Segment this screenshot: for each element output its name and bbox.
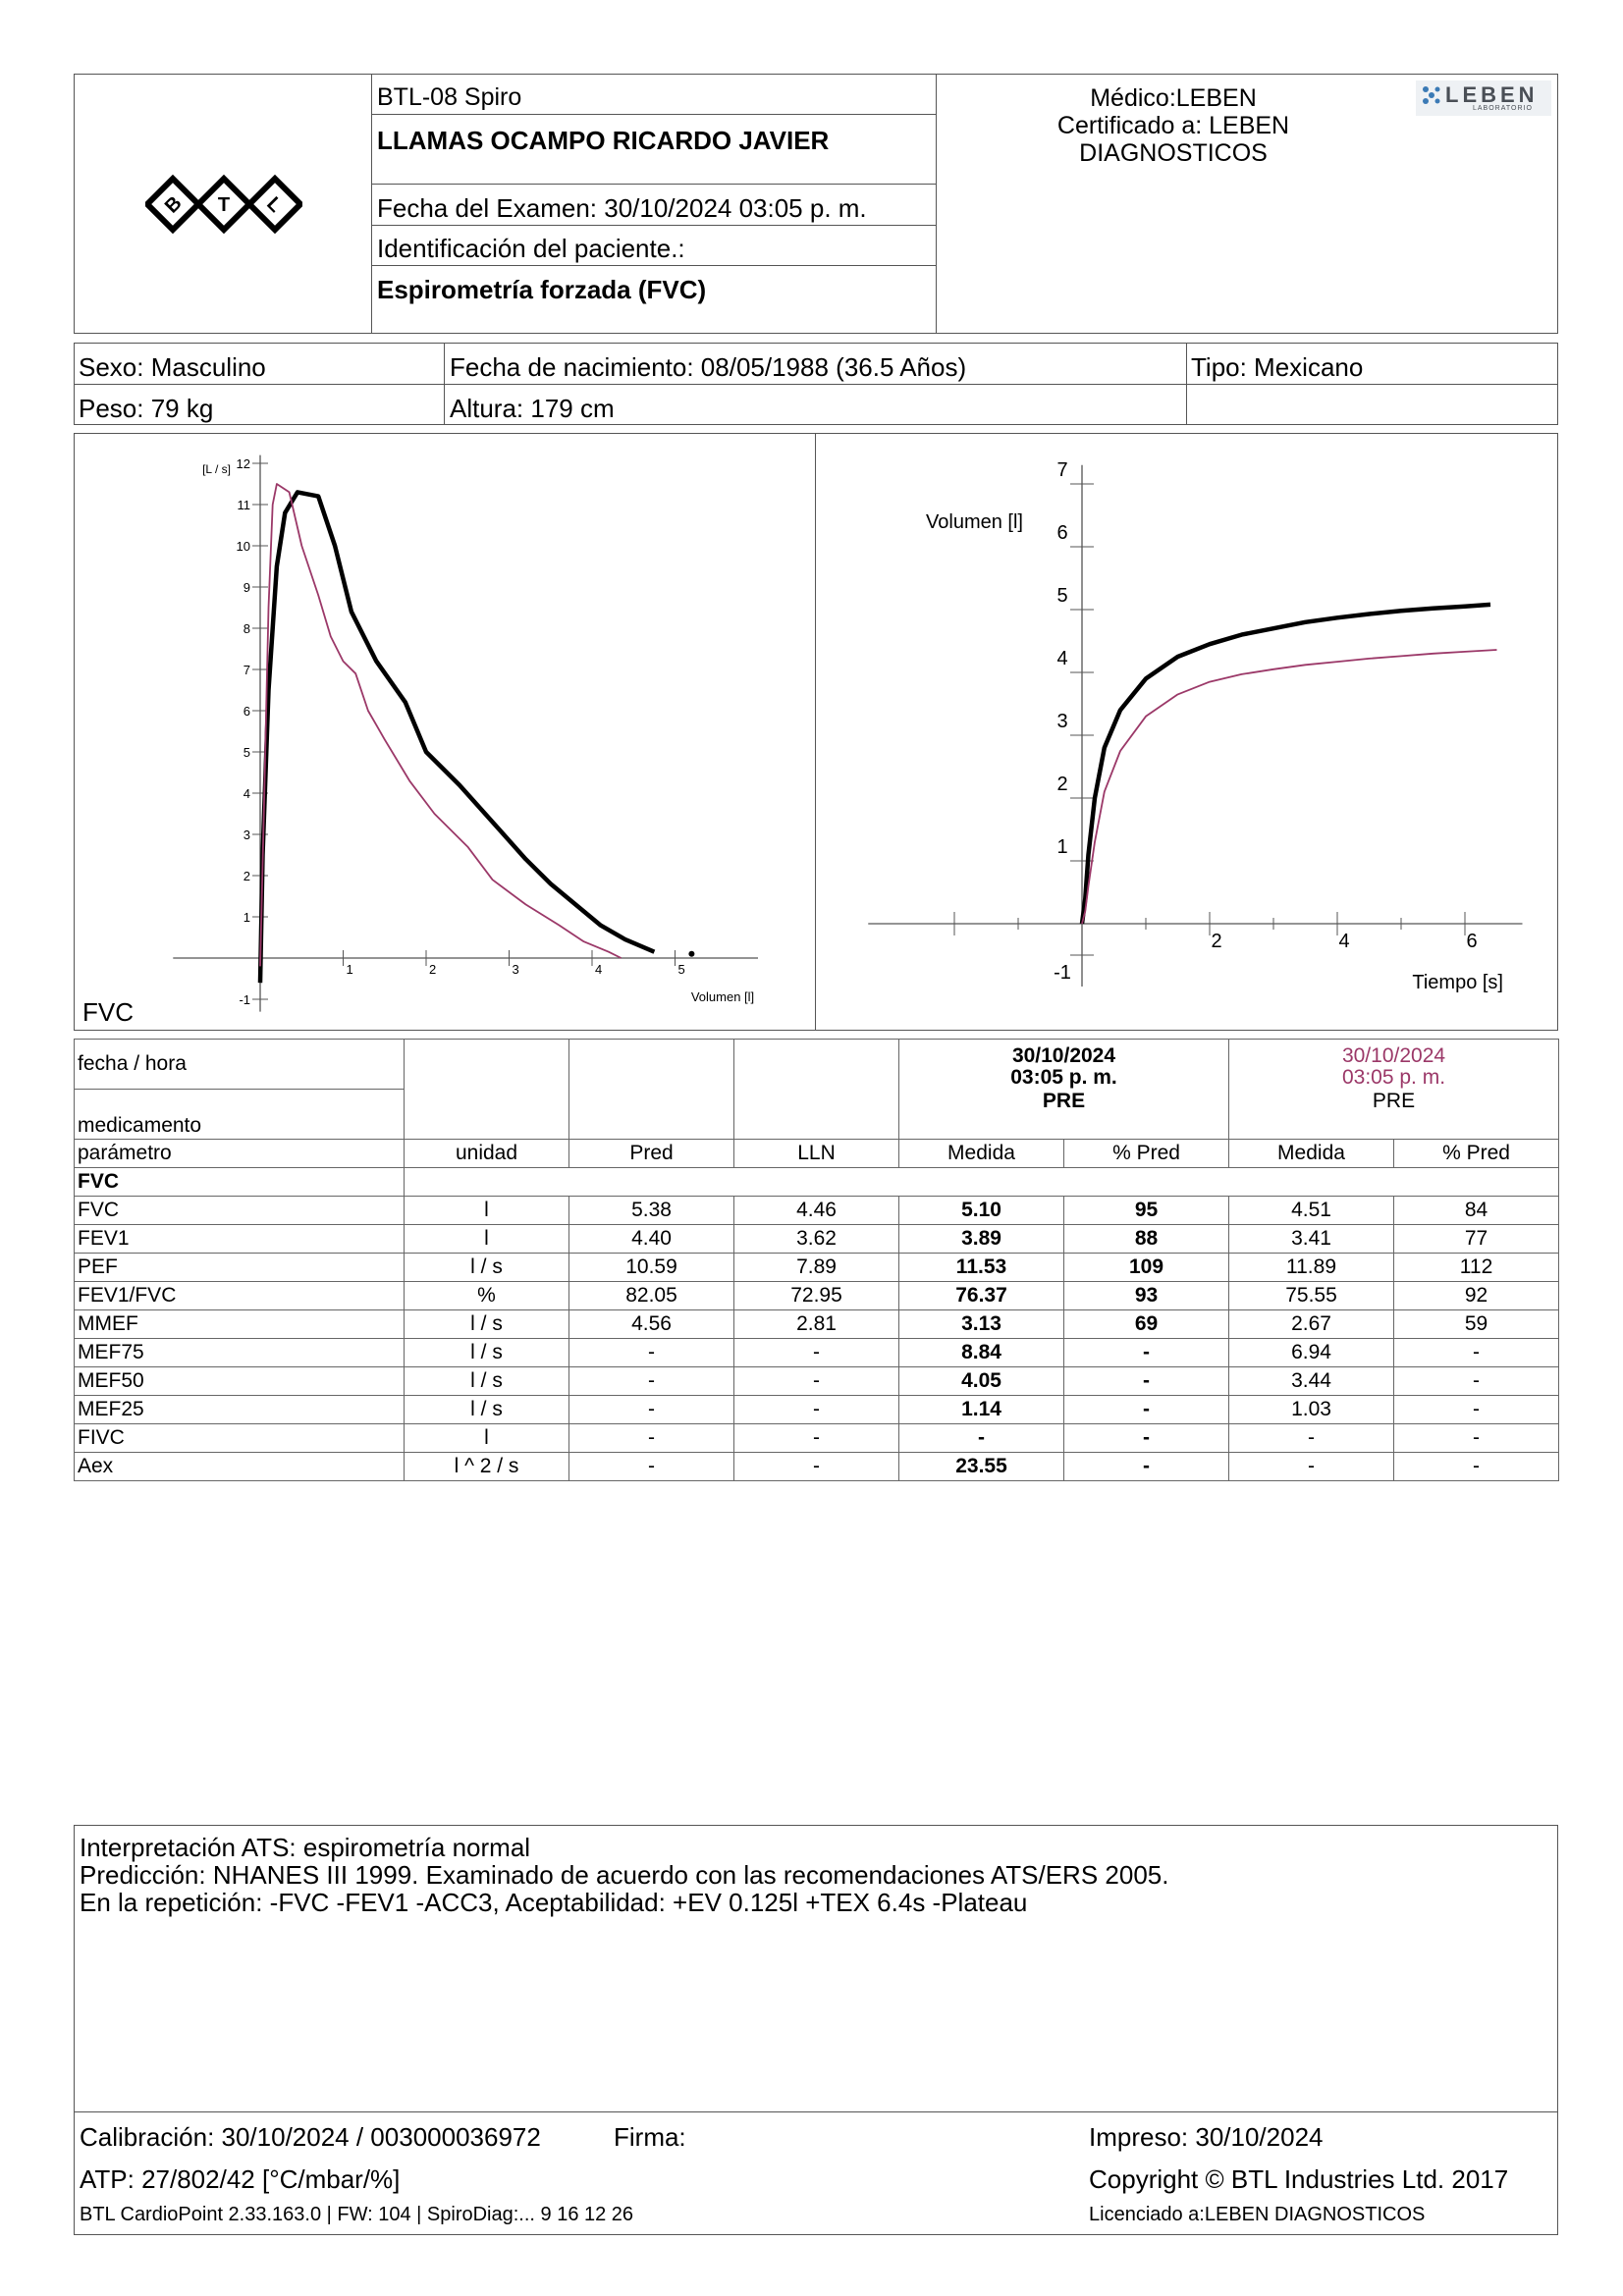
measurement-1-date: 30/10/2024	[1011, 1044, 1116, 1067]
cell-pred: 82.05	[569, 1282, 734, 1310]
cell-unit: l / s	[405, 1367, 569, 1396]
cell-pct-pred-1: -	[1064, 1424, 1229, 1453]
cell-pred: -	[569, 1367, 734, 1396]
table-row	[75, 1225, 1559, 1254]
cell-pred: -	[569, 1339, 734, 1367]
x-tick-label: 5	[677, 962, 685, 977]
measurement-1-med: PRE	[1042, 1090, 1086, 1112]
cell-pct-pred-2: 77	[1394, 1225, 1559, 1254]
cell-lln: 72.95	[734, 1282, 899, 1310]
cell-pct-pred-1: 95	[1064, 1197, 1229, 1225]
cell-medida-2: 2.67	[1229, 1310, 1394, 1339]
leben-logo-icon	[1420, 83, 1443, 113]
cell-medida-1: 76.37	[899, 1282, 1064, 1310]
x-tick-label: 2	[1211, 931, 1222, 952]
col-header-medida-2: Medida	[1229, 1140, 1394, 1168]
leben-logo-sub: LABORATORIO	[1473, 105, 1533, 112]
doctor-block	[992, 84, 1355, 167]
cell-pct-pred-1: -	[1064, 1339, 1229, 1367]
cell-unit: l ^ 2 / s	[405, 1453, 569, 1481]
cell-pct-pred-2: 112	[1394, 1254, 1559, 1282]
y-tick-label: 3	[243, 828, 250, 842]
col-header-lln: LLN	[734, 1140, 899, 1168]
col-header-pct-pred-2: % Pred	[1394, 1140, 1559, 1168]
cell-param: PEF	[75, 1254, 405, 1282]
cell-pct-pred-2: 84	[1394, 1197, 1559, 1225]
table-row	[75, 1282, 1559, 1310]
cell-medida-1: 4.05	[899, 1367, 1064, 1396]
x-tick-label: 4	[595, 962, 603, 977]
table-row	[75, 1254, 1559, 1282]
cell-param: FEV1	[75, 1225, 405, 1254]
table-row	[75, 1424, 1559, 1453]
group-label: FVC	[75, 1168, 405, 1197]
patient-sex: Sexo: Masculino	[79, 352, 266, 382]
cell-param: MEF75	[75, 1339, 405, 1367]
cell-lln: 3.62	[734, 1225, 899, 1254]
cell-unit: l	[405, 1225, 569, 1254]
exam-date: Fecha del Examen: 30/10/2024 03:05 p. m.	[377, 193, 867, 223]
y-tick-label: 5	[1056, 585, 1068, 607]
col-header-unidad: unidad	[405, 1140, 569, 1168]
table-row	[75, 1310, 1559, 1339]
row-med-label: medicamento	[75, 1090, 405, 1140]
cell-unit: l / s	[405, 1339, 569, 1367]
cell-lln: 4.46	[734, 1197, 899, 1225]
cell-pred: 4.40	[569, 1225, 734, 1254]
interpretation-text	[80, 1834, 1168, 1916]
cell-unit: l / s	[405, 1310, 569, 1339]
table-row	[75, 1367, 1559, 1396]
table-row-date	[75, 1040, 1559, 1090]
cell-lln: 7.89	[734, 1254, 899, 1282]
patient-height: Altura: 179 cm	[450, 394, 615, 423]
y-tick-label: 7	[1056, 459, 1068, 481]
y-axis-label: Volumen [l]	[926, 511, 1023, 533]
series-measured-line	[260, 492, 654, 983]
col-header-pct-pred-1: % Pred	[1064, 1140, 1229, 1168]
col-header-medida-1: Medida	[899, 1140, 1064, 1168]
cell-pct-pred-2: -	[1394, 1453, 1559, 1481]
cell-medida-1: 8.84	[899, 1339, 1064, 1367]
cell-param: MEF50	[75, 1367, 405, 1396]
measurement-1-header	[899, 1040, 1229, 1140]
measurement-2-time: 03:05 p. m.	[1341, 1066, 1446, 1089]
cell-pct-pred-2: -	[1394, 1367, 1559, 1396]
y-tick-label: 3	[1056, 711, 1068, 732]
btl-logo-letter-t: T	[217, 194, 231, 216]
x-axis-label: Volumen [l]	[690, 989, 755, 1004]
y-tick-label: 11	[237, 498, 250, 512]
x-tick-label: 3	[512, 962, 519, 977]
printed-date: Impreso: 30/10/2024	[1089, 2122, 1324, 2152]
cell-medida-2: 6.94	[1229, 1339, 1394, 1367]
patient-dob: Fecha de nacimiento: 08/05/1988 (36.5 Años)	[450, 352, 967, 382]
atp-text: ATP: 27/802/42 [°C/mbar/%]	[80, 2164, 401, 2194]
x-tick-label: 6	[1466, 931, 1478, 952]
cell-medida-2: 1.03	[1229, 1396, 1394, 1424]
cell-param: MEF25	[75, 1396, 405, 1424]
cell-pct-pred-1: -	[1064, 1396, 1229, 1424]
y-tick-label: -1	[1054, 962, 1071, 984]
leben-logo	[1416, 80, 1551, 116]
calibration-text: Calibración: 30/10/2024 / 003000036972	[80, 2122, 541, 2152]
y-tick-label: 2	[243, 869, 250, 883]
measurement-2-med: PRE	[1372, 1090, 1416, 1112]
cell-lln: 2.81	[734, 1310, 899, 1339]
y-tick-label: 6	[1056, 522, 1068, 544]
x-tick-label: 2	[429, 962, 437, 977]
cell-pred: -	[569, 1424, 734, 1453]
x-tick-label: 4	[1338, 931, 1350, 952]
col-header-pred: Pred	[569, 1140, 734, 1168]
cell-unit: l / s	[405, 1254, 569, 1282]
cell-medida-2: -	[1229, 1453, 1394, 1481]
cell-pred: -	[569, 1453, 734, 1481]
btl-logo-letter-l: L	[262, 192, 287, 217]
cell-unit: %	[405, 1282, 569, 1310]
cell-medida-2: 11.89	[1229, 1254, 1394, 1282]
cell-pct-pred-1: -	[1064, 1453, 1229, 1481]
cell-pred: 5.38	[569, 1197, 734, 1225]
licensed-text: Licenciado a:LEBEN DIAGNOSTICOS	[1089, 2204, 1426, 2225]
cell-medida-1: 5.10	[899, 1197, 1064, 1225]
measurement-2-header	[1229, 1040, 1559, 1140]
measurement-1-time: 03:05 p. m.	[1010, 1066, 1117, 1089]
cell-pct-pred-1: 93	[1064, 1282, 1229, 1310]
cell-lln: -	[734, 1339, 899, 1367]
cell-pct-pred-1: 109	[1064, 1254, 1229, 1282]
cell-medida-2: -	[1229, 1424, 1394, 1453]
patient-type: Tipo: Mexicano	[1191, 352, 1364, 382]
cell-medida-1: 3.13	[899, 1310, 1064, 1339]
cell-param: Aex	[75, 1453, 405, 1481]
table-row	[75, 1197, 1559, 1225]
series-reference-line	[260, 484, 622, 966]
y-tick-label: 4	[1056, 648, 1068, 669]
cell-pct-pred-1: 88	[1064, 1225, 1229, 1254]
charts-label: FVC	[82, 997, 134, 1027]
cell-medida-1: 1.14	[899, 1396, 1064, 1424]
cell-lln: -	[734, 1396, 899, 1424]
cell-param: FEV1/FVC	[75, 1282, 405, 1310]
results-table	[74, 1039, 1559, 1481]
cell-lln: -	[734, 1453, 899, 1481]
cell-param: FVC	[75, 1197, 405, 1225]
y-tick-label: 2	[1056, 774, 1068, 795]
cell-pct-pred-1: 69	[1064, 1310, 1229, 1339]
cell-pct-pred-1: -	[1064, 1367, 1229, 1396]
patient-weight: Peso: 79 kg	[79, 394, 214, 423]
y-tick-label: 1	[1056, 836, 1068, 858]
y-tick-label: 10	[236, 539, 250, 554]
y-tick-label: 1	[243, 910, 250, 925]
cell-pct-pred-2: -	[1394, 1424, 1559, 1453]
volume-time-chart	[864, 437, 1542, 1026]
cell-pct-pred-2: -	[1394, 1339, 1559, 1367]
cell-pct-pred-2: 92	[1394, 1282, 1559, 1310]
cell-unit: l	[405, 1424, 569, 1453]
interpretation-line2: Predicción: NHANES III 1999. Examinado de acuerdo con las recomendaciones ATS/ERS 2005.	[80, 1860, 1169, 1890]
device-name: BTL-08 Spiro	[377, 83, 522, 111]
row-fecha-label: fecha / hora	[75, 1040, 405, 1090]
cell-pred: -	[569, 1396, 734, 1424]
doctor-line2: Certificado a: LEBEN	[1056, 112, 1290, 139]
table-group-row	[75, 1168, 1559, 1197]
cell-medida-2: 3.44	[1229, 1367, 1394, 1396]
table-row	[75, 1396, 1559, 1424]
measurement-2-date: 30/10/2024	[1341, 1044, 1446, 1067]
leben-logo-text: LEBEN	[1445, 82, 1539, 107]
flow-volume-chart	[157, 437, 766, 1026]
doctor-line1: Médico:LEBEN	[1090, 84, 1257, 112]
cell-pct-pred-2: -	[1394, 1396, 1559, 1424]
cell-medida-1: 11.53	[899, 1254, 1064, 1282]
y-tick-label: 5	[243, 745, 250, 760]
y-tick-label: 12	[236, 456, 250, 471]
cell-medida-1: 3.89	[899, 1225, 1064, 1254]
y-axis-label: [L / s]	[202, 462, 231, 476]
cell-param: MMEF	[75, 1310, 405, 1339]
cell-medida-2: 75.55	[1229, 1282, 1394, 1310]
y-tick-label: 8	[243, 621, 250, 636]
y-tick-label: 4	[243, 786, 250, 801]
table-row	[75, 1453, 1559, 1481]
patient-name: LLAMAS OCAMPO RICARDO JAVIER	[377, 126, 830, 155]
cell-unit: l	[405, 1197, 569, 1225]
table-row	[75, 1339, 1559, 1367]
series-measured-line	[1082, 605, 1490, 924]
interpretation-line1: Interpretación ATS: espirometría normal	[80, 1833, 531, 1862]
y-tick-label: 9	[243, 580, 250, 595]
end-marker	[688, 951, 694, 957]
cell-pred: 10.59	[569, 1254, 734, 1282]
cell-medida-1: -	[899, 1424, 1064, 1453]
x-tick-label: 1	[346, 962, 353, 977]
cell-medida-1: 23.55	[899, 1453, 1064, 1481]
y-tick-label: -1	[239, 992, 250, 1007]
cell-medida-2: 3.41	[1229, 1225, 1394, 1254]
cell-pct-pred-2: 59	[1394, 1310, 1559, 1339]
y-tick-label: 7	[243, 663, 250, 677]
patient-id: Identificación del paciente.:	[377, 234, 685, 263]
signature-label: Firma:	[614, 2122, 686, 2152]
cell-param: FIVC	[75, 1424, 405, 1453]
x-axis-label: Tiempo [s]	[1412, 972, 1503, 993]
y-tick-label: 6	[243, 704, 250, 719]
interpretation-line3: En la repetición: -FVC -FEV1 -ACC3, Aceptabilidad: +EV 0.125l +TEX 6.4s -Plateau	[80, 1888, 1028, 1917]
col-header-parametro: parámetro	[75, 1140, 405, 1168]
cell-pred: 4.56	[569, 1310, 734, 1339]
cell-medida-2: 4.51	[1229, 1197, 1394, 1225]
cell-lln: -	[734, 1367, 899, 1396]
test-type: Espirometría forzada (FVC)	[377, 275, 707, 304]
btl-logo	[145, 165, 302, 248]
software-text: BTL CardioPoint 2.33.163.0 | FW: 104 | SpiroDiag:... 9 16 12 26	[80, 2204, 634, 2225]
cell-lln: -	[734, 1424, 899, 1453]
cell-unit: l / s	[405, 1396, 569, 1424]
btl-logo-letter-b: B	[160, 191, 187, 218]
copyright-text: Copyright © BTL Industries Ltd. 2017	[1089, 2164, 1509, 2194]
series-reference-line	[1082, 650, 1497, 924]
doctor-line3: DIAGNOSTICOS	[1079, 139, 1268, 167]
table-header-row	[75, 1140, 1559, 1168]
